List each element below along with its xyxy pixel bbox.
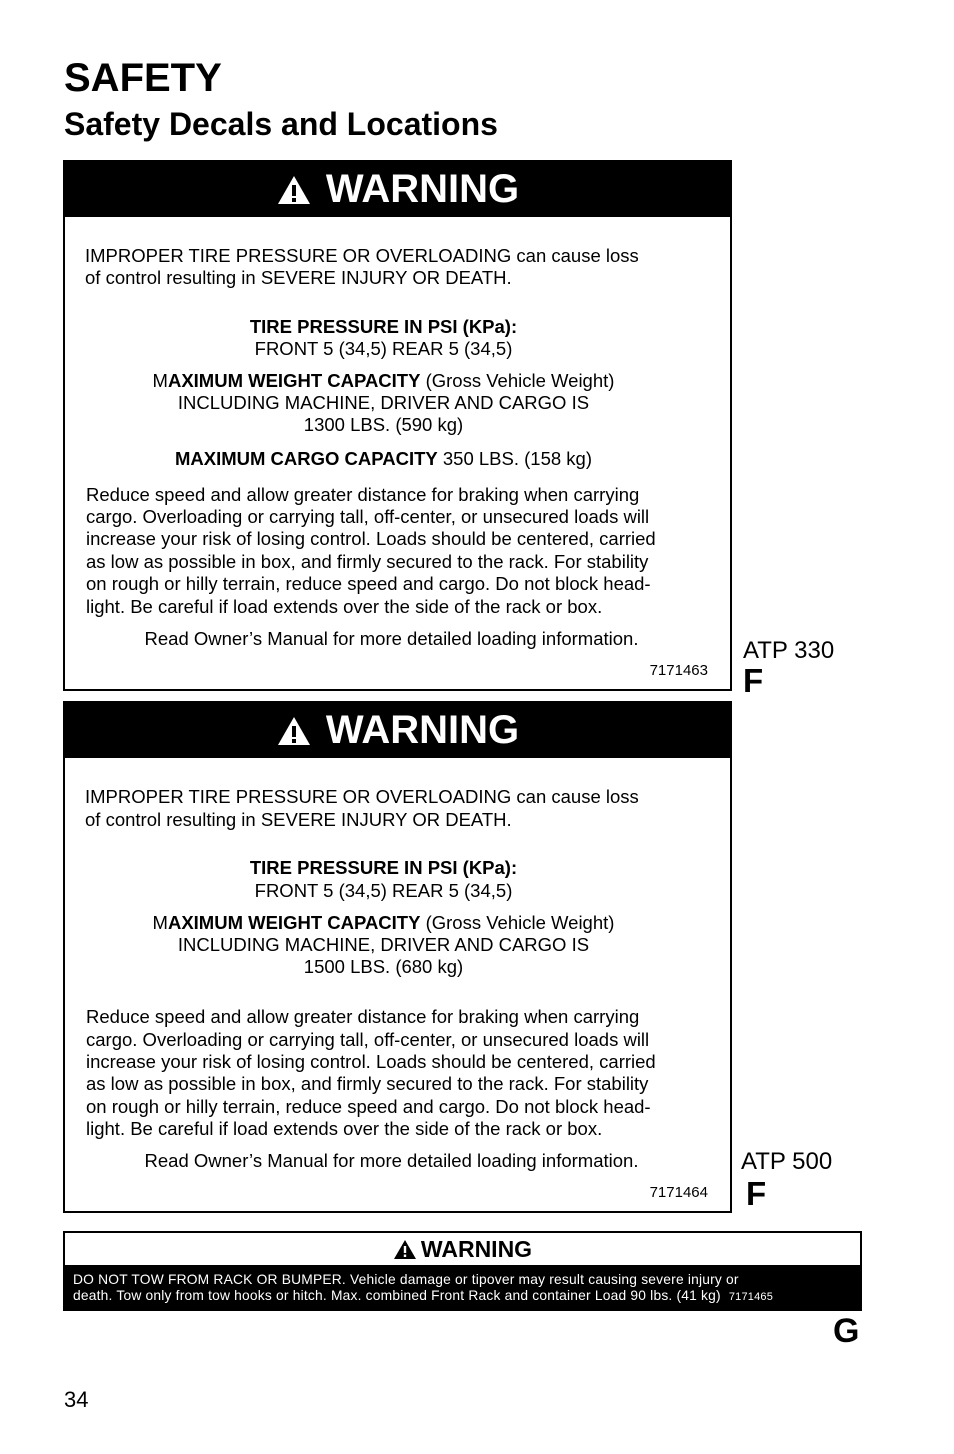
body-line: light. Be careful if load extends over the side of the rack or box. — [86, 596, 603, 617]
warning-title: WARNING — [325, 708, 520, 752]
tow-warning-decal — [63, 1231, 862, 1311]
tire-pressure-label: TIRE PRESSURE IN PSI (KPa): — [249, 316, 518, 337]
location-letter: F — [746, 1175, 767, 1212]
warning-triangle-icon — [276, 174, 312, 206]
body-line: as low as possible in box, and firmly secured to the rack. For stability — [86, 551, 649, 572]
body-line: on rough or hilly terrain, reduce speed and cargo. Do not block head- — [86, 573, 651, 594]
weight-capacity-line: INCLUDING MACHINE, DRIVER AND CARGO IS — [177, 934, 590, 955]
warning-header — [65, 1233, 860, 1265]
intro-line: of control resulting in SEVERE INJURY OR DEATH. — [85, 267, 512, 288]
body-line: on rough or hilly terrain, reduce speed and cargo. Do not block head- — [86, 1096, 651, 1117]
warning-header — [65, 703, 730, 758]
page-number: 34 — [64, 1387, 89, 1412]
weight-capacity-value: 1300 LBS. (590 kg) — [303, 414, 464, 435]
body-line: light. Be careful if load extends over the side of the rack or box. — [86, 1118, 603, 1139]
model-label: ATP 330 — [743, 637, 835, 664]
body-line: cargo. Overloading or carrying tall, off-center, or unsecured loads will — [86, 506, 650, 527]
section-subtitle: Safety Decals and Locations — [64, 106, 498, 142]
weight-capacity-line: INCLUDING MACHINE, DRIVER AND CARGO IS — [177, 392, 590, 413]
tow-warning-line: DO NOT TOW FROM RACK OR BUMPER. Vehicle damage or tipover may result causing severe injury or — [73, 1272, 739, 1287]
body-line: Reduce speed and allow greater distance for braking when carrying — [86, 1006, 640, 1027]
body-line: increase your risk of losing control. Loads should be centered, carried — [86, 528, 656, 549]
location-letter: F — [743, 662, 764, 699]
tire-pressure-values: FRONT 5 (34,5) REAR 5 (34,5) — [254, 880, 513, 901]
body-line: Reduce speed and allow greater distance for braking when carrying — [86, 484, 640, 505]
weight-capacity-line: MAXIMUM WEIGHT CAPACITY (Gross Vehicle Weight) — [152, 370, 615, 391]
warning-triangle-icon — [393, 1239, 417, 1260]
warning-title: WARNING — [420, 1235, 533, 1262]
body-line: as low as possible in box, and firmly secured to the rack. For stability — [86, 1073, 649, 1094]
warning-decal-atp330 — [63, 160, 732, 691]
weight-capacity-line: MAXIMUM WEIGHT CAPACITY (Gross Vehicle Weight) — [152, 912, 615, 933]
tire-pressure-values: FRONT 5 (34,5) REAR 5 (34,5) — [254, 338, 513, 359]
tow-warning-line: death. Tow only from tow hooks or hitch. Max. combined Front Rack and container Load 90 lbs. (41 kg) 7171465 — [73, 1288, 774, 1303]
tire-pressure-label: TIRE PRESSURE IN PSI (KPa): — [249, 857, 518, 878]
warning-triangle-icon — [276, 715, 312, 747]
part-number: 7171465 — [728, 1291, 774, 1303]
body-line: cargo. Overloading or carrying tall, off-center, or unsecured loads will — [86, 1029, 650, 1050]
cargo-capacity-line: MAXIMUM CARGO CAPACITY 350 LBS. (158 kg) — [174, 448, 593, 469]
manual-note: Read Owner’s Manual for more detailed loading information. — [144, 1150, 639, 1171]
intro-line: IMPROPER TIRE PRESSURE OR OVERLOADING can cause loss — [85, 786, 639, 807]
manual-note: Read Owner’s Manual for more detailed loading information. — [144, 628, 639, 649]
body-line: increase your risk of losing control. Loads should be centered, carried — [86, 1051, 656, 1072]
warning-header — [65, 162, 730, 217]
warning-decal-atp500 — [63, 701, 732, 1213]
part-number: 7171464 — [649, 1184, 708, 1201]
location-letter: G — [833, 1312, 860, 1350]
warning-title: WARNING — [325, 167, 520, 211]
intro-line: of control resulting in SEVERE INJURY OR DEATH. — [85, 809, 512, 830]
weight-capacity-value: 1500 LBS. (680 kg) — [303, 956, 464, 977]
tow-warning-text — [65, 1265, 860, 1309]
page-title: SAFETY — [64, 56, 222, 100]
intro-line: IMPROPER TIRE PRESSURE OR OVERLOADING can cause loss — [85, 245, 639, 266]
part-number: 7171463 — [649, 662, 708, 679]
model-label: ATP 500 — [741, 1148, 833, 1175]
